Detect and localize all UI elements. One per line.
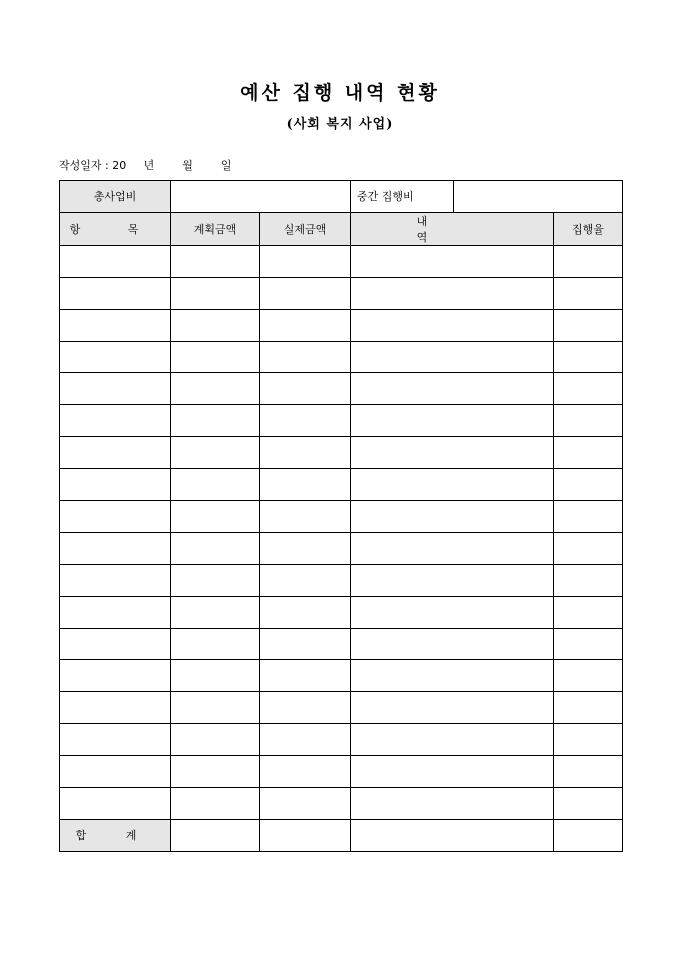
table-row bbox=[60, 437, 623, 469]
planned-cell[interactable] bbox=[171, 788, 260, 820]
table-row bbox=[60, 628, 623, 660]
details-cell[interactable] bbox=[351, 469, 554, 501]
actual-cell[interactable] bbox=[260, 724, 351, 756]
actual-cell[interactable] bbox=[260, 373, 351, 405]
table-row bbox=[60, 532, 623, 564]
page-title: 예산 집행 내역 현황 bbox=[240, 82, 440, 104]
total-planned-cell[interactable] bbox=[171, 819, 260, 851]
col-header-details: 내 역 bbox=[351, 212, 554, 245]
planned-cell[interactable] bbox=[171, 532, 260, 564]
date-line: 작성일자 : 20 년 월 일 bbox=[59, 159, 232, 172]
item-cell[interactable] bbox=[60, 596, 171, 628]
details-cell[interactable] bbox=[351, 628, 554, 660]
rate-cell[interactable] bbox=[554, 564, 623, 596]
table-row bbox=[60, 405, 623, 437]
rate-cell[interactable] bbox=[554, 788, 623, 820]
rate-cell[interactable] bbox=[554, 660, 623, 692]
table-row bbox=[60, 756, 623, 788]
total-rate-cell[interactable] bbox=[554, 819, 623, 851]
page-subtitle: (사회 복지 사업) bbox=[286, 117, 394, 132]
planned-cell[interactable] bbox=[171, 277, 260, 309]
actual-cell[interactable] bbox=[260, 532, 351, 564]
actual-cell[interactable] bbox=[260, 501, 351, 533]
planned-cell[interactable] bbox=[171, 437, 260, 469]
actual-cell[interactable] bbox=[260, 469, 351, 501]
planned-cell[interactable] bbox=[171, 501, 260, 533]
col-header-planned: 계획금액 bbox=[171, 212, 260, 245]
total-budget-value[interactable] bbox=[171, 181, 351, 213]
details-cell[interactable] bbox=[351, 309, 554, 341]
mid-execution-value[interactable] bbox=[454, 181, 623, 213]
details-cell[interactable] bbox=[351, 564, 554, 596]
details-cell[interactable] bbox=[351, 405, 554, 437]
details-cell[interactable] bbox=[351, 245, 554, 277]
item-cell[interactable] bbox=[60, 724, 171, 756]
actual-cell[interactable] bbox=[260, 756, 351, 788]
table-row bbox=[60, 245, 623, 277]
table-row bbox=[60, 501, 623, 533]
total-row bbox=[60, 819, 623, 851]
item-cell[interactable] bbox=[60, 277, 171, 309]
item-cell[interactable] bbox=[60, 437, 171, 469]
table-row bbox=[60, 341, 623, 373]
actual-cell[interactable] bbox=[260, 341, 351, 373]
table-row bbox=[60, 660, 623, 692]
item-cell[interactable] bbox=[60, 245, 171, 277]
summary-row bbox=[60, 181, 623, 213]
rate-cell[interactable] bbox=[554, 341, 623, 373]
rate-cell[interactable] bbox=[554, 628, 623, 660]
table-row bbox=[60, 277, 623, 309]
rate-cell[interactable] bbox=[554, 405, 623, 437]
actual-cell[interactable] bbox=[260, 788, 351, 820]
planned-cell[interactable] bbox=[171, 469, 260, 501]
details-cell[interactable] bbox=[351, 437, 554, 469]
details-cell[interactable] bbox=[351, 724, 554, 756]
rate-cell[interactable] bbox=[554, 756, 623, 788]
rate-cell[interactable] bbox=[554, 532, 623, 564]
rate-cell[interactable] bbox=[554, 692, 623, 724]
col-header-actual: 실제금액 bbox=[260, 212, 351, 245]
actual-cell[interactable] bbox=[260, 564, 351, 596]
actual-cell[interactable] bbox=[260, 277, 351, 309]
details-cell[interactable] bbox=[351, 660, 554, 692]
planned-cell[interactable] bbox=[171, 309, 260, 341]
details-cell[interactable] bbox=[351, 532, 554, 564]
actual-cell[interactable] bbox=[260, 309, 351, 341]
planned-cell[interactable] bbox=[171, 373, 260, 405]
rate-cell[interactable] bbox=[554, 469, 623, 501]
table-row bbox=[60, 788, 623, 820]
item-cell[interactable] bbox=[60, 373, 171, 405]
actual-cell[interactable] bbox=[260, 405, 351, 437]
planned-cell[interactable] bbox=[171, 628, 260, 660]
details-cell[interactable] bbox=[351, 756, 554, 788]
actual-cell[interactable] bbox=[260, 692, 351, 724]
item-cell[interactable] bbox=[60, 501, 171, 533]
mid-execution-label: 중간 집행비 bbox=[351, 181, 454, 213]
item-cell[interactable] bbox=[60, 692, 171, 724]
details-cell[interactable] bbox=[351, 501, 554, 533]
item-cell[interactable] bbox=[60, 660, 171, 692]
total-details-cell[interactable] bbox=[351, 819, 554, 851]
planned-cell[interactable] bbox=[171, 405, 260, 437]
col-header-rate: 집행율 bbox=[554, 212, 623, 245]
planned-cell[interactable] bbox=[171, 660, 260, 692]
rate-cell[interactable] bbox=[554, 373, 623, 405]
item-cell[interactable] bbox=[60, 341, 171, 373]
item-cell[interactable] bbox=[60, 469, 171, 501]
actual-cell[interactable] bbox=[260, 437, 351, 469]
actual-cell[interactable] bbox=[260, 596, 351, 628]
planned-cell[interactable] bbox=[171, 756, 260, 788]
details-cell[interactable] bbox=[351, 788, 554, 820]
details-cell[interactable] bbox=[351, 341, 554, 373]
item-cell[interactable] bbox=[60, 405, 171, 437]
planned-cell[interactable] bbox=[171, 341, 260, 373]
details-cell[interactable] bbox=[351, 373, 554, 405]
total-row-label: 합 계 bbox=[60, 819, 171, 851]
rate-cell[interactable] bbox=[554, 437, 623, 469]
total-actual-cell[interactable] bbox=[260, 819, 351, 851]
item-cell[interactable] bbox=[60, 756, 171, 788]
budget-table bbox=[59, 180, 623, 852]
table-row bbox=[60, 309, 623, 341]
item-cell[interactable] bbox=[60, 532, 171, 564]
header-row bbox=[60, 212, 623, 245]
item-cell[interactable] bbox=[60, 788, 171, 820]
total-budget-label: 총사업비 bbox=[60, 181, 171, 213]
planned-cell[interactable] bbox=[171, 245, 260, 277]
details-cell[interactable] bbox=[351, 692, 554, 724]
table-row bbox=[60, 564, 623, 596]
table-row bbox=[60, 724, 623, 756]
rate-cell[interactable] bbox=[554, 596, 623, 628]
details-cell[interactable] bbox=[351, 596, 554, 628]
rate-cell[interactable] bbox=[554, 277, 623, 309]
actual-cell[interactable] bbox=[260, 660, 351, 692]
rate-cell[interactable] bbox=[554, 501, 623, 533]
table-row bbox=[60, 692, 623, 724]
table-row bbox=[60, 596, 623, 628]
table-row bbox=[60, 469, 623, 501]
planned-cell[interactable] bbox=[171, 596, 260, 628]
actual-cell[interactable] bbox=[260, 628, 351, 660]
rate-cell[interactable] bbox=[554, 309, 623, 341]
details-cell[interactable] bbox=[351, 277, 554, 309]
planned-cell[interactable] bbox=[171, 692, 260, 724]
item-cell[interactable] bbox=[60, 564, 171, 596]
planned-cell[interactable] bbox=[171, 564, 260, 596]
table-row bbox=[60, 373, 623, 405]
item-cell[interactable] bbox=[60, 628, 171, 660]
rate-cell[interactable] bbox=[554, 245, 623, 277]
rate-cell[interactable] bbox=[554, 724, 623, 756]
col-header-item: 항 목 bbox=[60, 212, 171, 245]
planned-cell[interactable] bbox=[171, 724, 260, 756]
actual-cell[interactable] bbox=[260, 245, 351, 277]
item-cell[interactable] bbox=[60, 309, 171, 341]
